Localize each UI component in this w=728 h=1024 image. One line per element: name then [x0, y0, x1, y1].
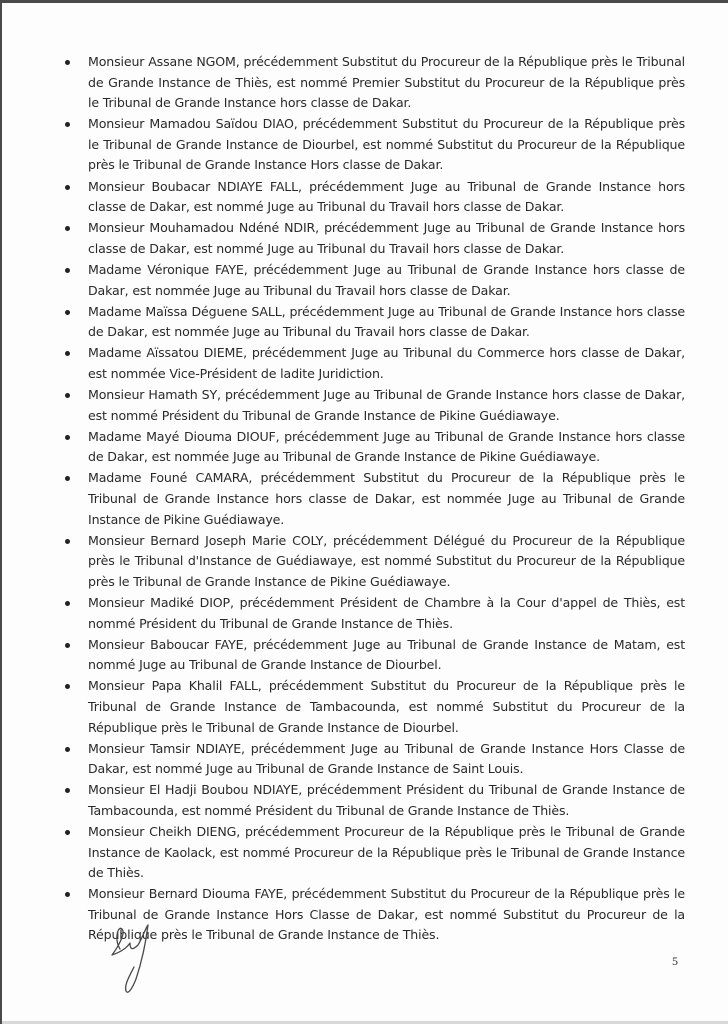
bullet-icon: [65, 351, 70, 356]
signature-initials: [108, 921, 158, 1001]
bullet-icon: [65, 747, 70, 752]
appointment-text: Monsieur Cheikh DIENG, précédemment Procureur de la République près le Tribunal de Grande Instance de Kaolack, est nommé Procureur de la République près le Tribunal de Grande Instance de Thiès.: [88, 823, 685, 881]
bullet-icon: [65, 643, 70, 648]
bullet-icon: [65, 476, 70, 481]
appointment-text: Monsieur El Hadji Boubou NDIAYE, précédemment Président du Tribunal de Grande Instance de Tambacounda, est nommé Président du Tribunal de Grande Instance de Thiès.: [88, 782, 685, 818]
appointment-text: Madame Aïssatou DIEME, précédemment Juge au Tribunal du Commerce hors classe de Dakar, est nommée Vice-Président de ladite Juridiction.: [88, 345, 685, 381]
list-item: [65, 676, 685, 738]
appointment-text: Monsieur Bernard Diouma FAYE, précédemment Substitut du Procureur de la République près le Tribunal de Grande Instance Hors Classe de Dakar, est nommé Substitut du Procureur de la République près le Tribunal de Grande Instance de Thiès.: [88, 886, 685, 943]
bullet-icon: [65, 435, 70, 440]
bullet-icon: [65, 830, 70, 835]
bullet-icon: [65, 788, 70, 793]
list-item: [65, 177, 685, 218]
bullet-icon: [65, 393, 70, 398]
appointment-text: Monsieur Boubacar NDIAYE FALL, précédemment Juge au Tribunal de Grande Instance hors classe de Dakar, est nommé Juge au Tribunal du Travail hors classe de Dakar.: [88, 178, 685, 215]
bullet-icon: [65, 539, 70, 544]
list-item: [65, 593, 685, 634]
appointment-text: Madame Maïssa Déguene SALL, précédemment Juge au Tribunal de Grande Instance hors classe de Dakar, est nommée Juge au Tribunal du Travail hors classe de Dakar.: [88, 303, 685, 340]
list-item: [65, 218, 685, 259]
list-item: [65, 635, 685, 676]
bullet-icon: [65, 226, 70, 231]
bullet-icon: [65, 684, 70, 689]
list-item: [65, 385, 685, 426]
list-item: [65, 468, 685, 530]
list-item: [65, 884, 685, 946]
appointment-text: Monsieur Papa Khalil FALL, précédemment Substitut du Procureur de la République près le Tribunal de Grande Instance de Tambacounda, est nommé Substitut du Procureur de la République près le Tribunal de Grande Instance de Diourbel.: [88, 678, 685, 735]
appointment-text: Madame Founé CAMARA, précédemment Substitut du Procureur de la République près le Tribunal de Grande Instance hors classe de Dakar, est nommée Juge au Tribunal de Grande Instance de Pikine Guédiawaye.: [88, 470, 685, 527]
page-number: 5: [672, 954, 678, 968]
list-item: [65, 114, 685, 176]
list-item: [65, 739, 685, 780]
appointment-text: Monsieur Tamsir NDIAYE, précédemment Juge au Tribunal de Grande Instance Hors Classe de Dakar, est nommé Juge au Tribunal de Grande Instance de Saint Louis.: [88, 740, 685, 777]
appointment-text: Madame Véronique FAYE, précédemment Juge au Tribunal de Grande Instance hors classe de Dakar, est nommée Juge au Tribunal du Travail hors classe de Dakar.: [88, 261, 685, 298]
bullet-icon: [65, 601, 70, 606]
bullet-icon: [65, 268, 70, 273]
appointment-text: Monsieur Assane NGOM, précédemment Substitut du Procureur de la République près le Tribunal de Grande Instance de Thiès, est nommé Premier Substitut du Procureur de la République près le Tribunal de Grande Instance hors classe de Dakar.: [88, 54, 685, 111]
list-item: [65, 343, 685, 384]
list-item: [65, 52, 685, 114]
list-item: [65, 427, 685, 468]
appointment-text: Monsieur Mamadou Saïdou DIAO, précédemment Substitut du Procureur de la République près le Tribunal de Grande Instance de Diourbel, est nommé Substitut du Procureur de la République près le Tribunal de Grande Instance Hors classe de Dakar.: [88, 116, 685, 173]
list-item: [65, 822, 685, 884]
appointment-text: Monsieur Madiké DIOP, précédemment Président de Chambre à la Cour d'appel de Thiès, est nommé Président du Tribunal de Grande Instance de Thiès.: [88, 594, 685, 631]
appointment-text: Monsieur Baboucar FAYE, précédemment Juge au Tribunal de Grande Instance de Matam, est nommé Juge au Tribunal de Grande Instance de Diourbel.: [88, 636, 685, 673]
bullet-icon: [65, 60, 70, 65]
list-item: [65, 780, 685, 821]
appointment-text: Monsieur Hamath SY, précédemment Juge au Tribunal de Grande Instance hors classe de Dakar, est nommé Président du Tribunal de Grande Instance de Pikine Guédiawaye.: [88, 387, 685, 423]
bullet-icon: [65, 892, 70, 897]
appointment-text: Monsieur Bernard Joseph Marie COLY, précédemment Délégué du Procureur de la République près le Tribunal d'Instance de Guédiawaye, est nommé Substitut du Procureur de la République près le Tribunal de Grande Instance de Pikine Guédiawaye.: [88, 532, 685, 589]
appointments-list: [65, 52, 685, 947]
bullet-icon: [65, 310, 70, 315]
bullet-icon: [65, 122, 70, 127]
list-item: [65, 260, 685, 301]
list-item: [65, 531, 685, 593]
bullet-icon: [65, 185, 70, 190]
list-item: [65, 302, 685, 343]
appointment-text: Madame Mayé Diouma DIOUF, précédemment Juge au Tribunal de Grande Instance hors classe de Dakar, est nommée Juge au Tribunal de Grande Instance de Pikine Guédiawaye.: [88, 428, 685, 465]
appointment-text: Monsieur Mouhamadou Ndéné NDIR, précédemment Juge au Tribunal de Grande Instance hors classe de Dakar, est nommé Juge au Tribunal du Travail hors classe de Dakar.: [88, 220, 685, 256]
